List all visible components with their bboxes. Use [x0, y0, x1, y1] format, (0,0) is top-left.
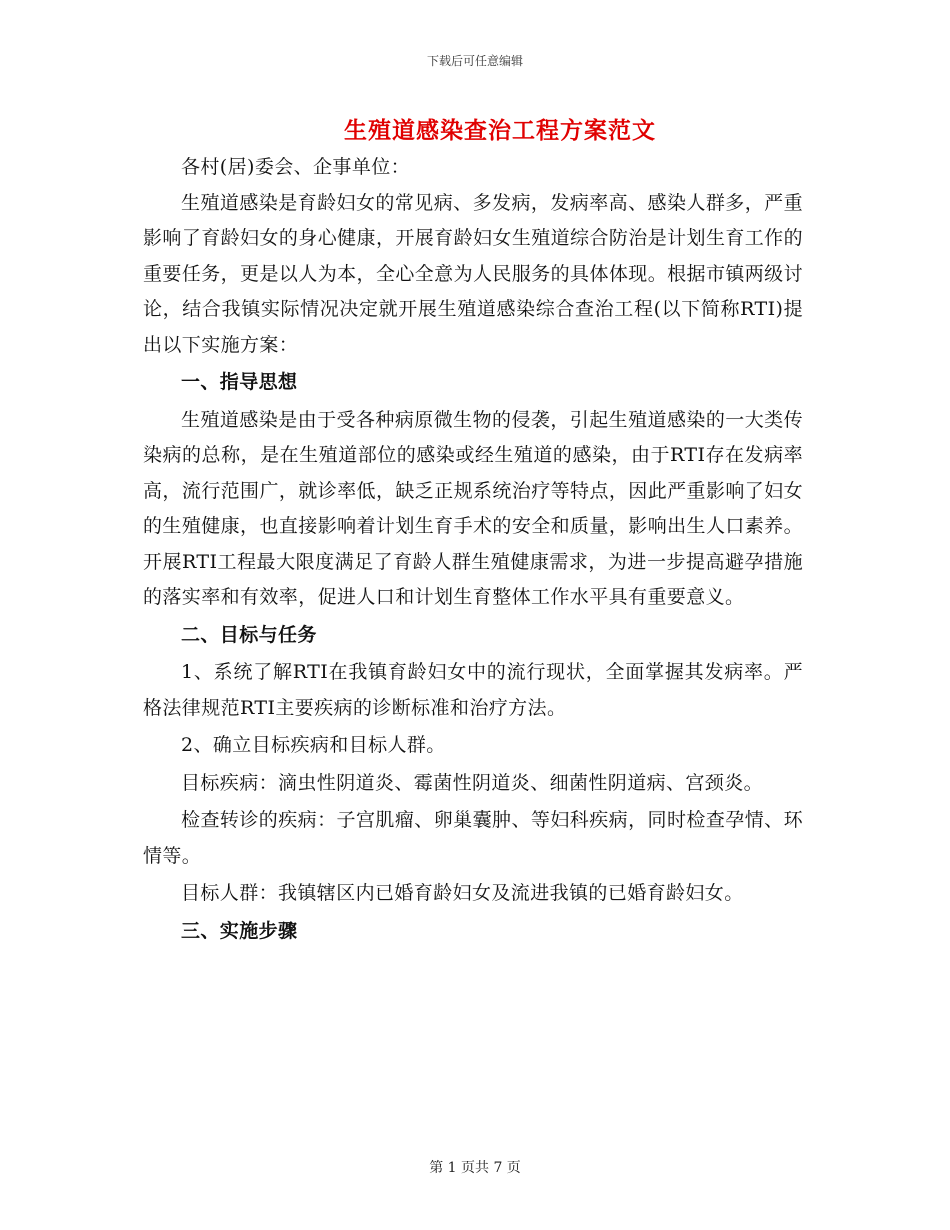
- header-note: 下载后可任意编辑: [426, 54, 523, 68]
- goal-item-1: 1、系统了解RTI在我镇育龄妇女中的流行现状，全面掌握其发病率。严格法律规范RTI主要疾病的诊断标准和治疗方法。: [143, 661, 803, 719]
- page-footer: 第 1 页共 7 页: [429, 1160, 521, 1176]
- guiding-ideology-paragraph: 生殖道感染是由于受各种病原微生物的侵袭，引起生殖道感染的一大类传染病的总称，是在生殖道部位的感染或经生殖道的感染，由于RTI存在发病率高，流行范围广，就诊率低，缺乏正规系统治疗等特点，因此严重影响了妇女的生殖健康，也直接影响着计划生育手术的安全和质量，影响出生人口素养。开展RTI工程最大限度满足了育龄人群生殖健康需求，为进一步提高避孕措施的落实率和有效率，促进人口和计划生育整体工作水平具有重要意义。: [143, 408, 803, 608]
- section-heading-implementation-steps: 三、实施步骤: [181, 919, 298, 942]
- intro-paragraph: 生殖道感染是育龄妇女的常见病、多发病，发病率高、感染人群多，严重影响了育龄妇女的身心健康，开展育龄妇女生殖道综合防治是计划生育工作的重要任务，更是以人为本，全心全意为人民服务的具体体现。根据市镇两级讨论，结合我镇实际情况决定就开展生殖道感染综合查治工程(以下简称RTI)提出以下实施方案：: [143, 191, 803, 356]
- goal-item-2: 2、确立目标疾病和目标人群。: [181, 734, 446, 756]
- document-title: 生殖道感染查治工程方案范文: [344, 117, 656, 144]
- greeting-paragraph: 各村(居)委会、企事单位：: [181, 156, 411, 178]
- referral-disease-paragraph: 检查转诊的疾病：子宫肌瘤、卵巢囊肿、等妇科疾病，同时检查孕情、环情等。: [143, 809, 803, 867]
- target-group-paragraph: 目标人群：我镇辖区内已婚育龄妇女及流进我镇的已婚育龄妇女。: [181, 882, 744, 904]
- target-disease-paragraph: 目标疾病：滴虫性阴道炎、霉菌性阴道炎、细菌性阴道病、宫颈炎。: [181, 771, 764, 794]
- section-heading-goals-tasks: 二、目标与任务: [181, 623, 317, 646]
- section-heading-guiding-ideology: 一、指导思想: [181, 371, 298, 393]
- document-body: [143, 150, 803, 951]
